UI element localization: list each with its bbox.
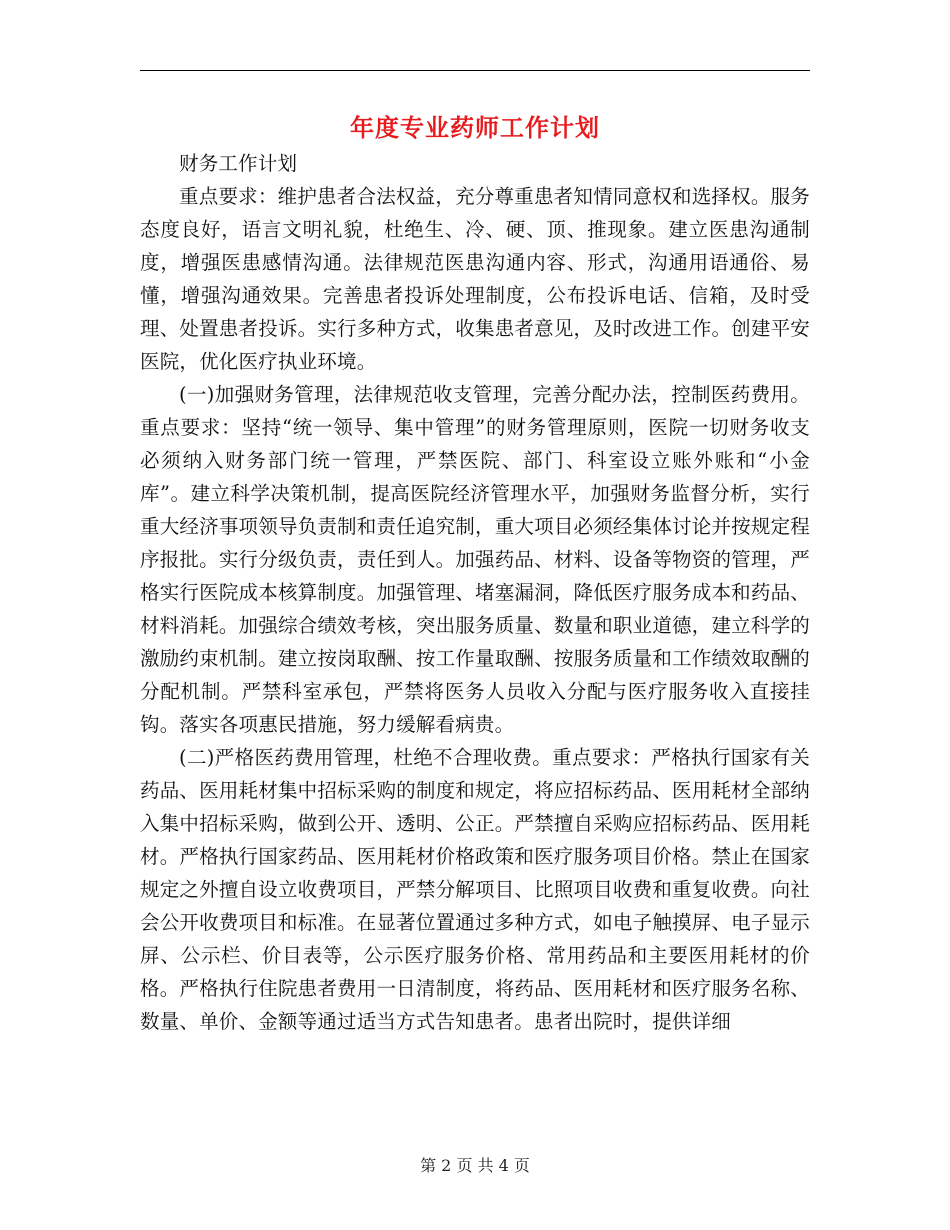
header-rule [140, 70, 810, 71]
section-heading-finance-plan: 财务工作计划 [179, 152, 298, 175]
paragraph-patient-rights: 重点要求：维护患者合法权益，充分尊重患者知情同意权和选择权。服务态度良好，语言文明礼貌，杜绝生、冷、硬、顶、推现象。建立医患沟通制度，增强医患感情沟通。法律规范医患沟通内容、形式，沟通用语通俗、易懂，增强沟通效果。完善患者投诉处理制度，公布投诉电话、信箱，及时受理、处置患者投诉。实行多种方式，收集患者意见，及时改进工作。创建平安医院，优化医疗执业环境。 [140, 185, 810, 373]
page-number-footer: 第 2 页 共 4 页 [420, 1156, 530, 1175]
document-body [140, 147, 810, 1038]
document-title: 年度专业药师工作计划 [350, 113, 600, 142]
paragraph-fee-management: (二)严格医药费用管理，杜绝不合理收费。重点要求：严格执行国家有关药品、医用耗材集中招标采购的制度和规定，将应招标药品、医用耗材全部纳入集中招标采购，做到公开、透明、公正。严禁擅自采购应招标药品、医用耗材。严格执行国家药品、医用耗材价格政策和医疗服务项目价格。禁止在国家规定之外擅自设立收费项目，严禁分解项目、比照项目收费和重复收费。向社会公开收费项目和标准。在显著位置通过多种方式，如电子触摸屏、电子显示屏、公示栏、价目表等，公示医疗服务价格、常用药品和主要医用耗材的价格。严格执行住院患者费用一日清制度，将药品、医用耗材和医疗服务名称、数量、单价、金额等通过适当方式告知患者。患者出院时，提供详细 [140, 746, 810, 1033]
paragraph-financial-management: (一)加强财务管理，法律规范收支管理，完善分配办法，控制医药费用。重点要求：坚持“统一领导、集中管理”的财务管理原则，医院一切财务收支必须纳入财务部门统一管理，严禁医院、部门、科室设立账外账和“小金库”。建立科学决策机制，提高医院经济管理水平，加强财务监督分析，实行重大经济事项领导负责制和责任追究制，重大项目必须经集体讨论并按规定程序报批。实行分级负责，责任到人。加强药品、材料、设备等物资的管理，严格实行医院成本核算制度。加强管理、堵塞漏洞，降低医疗服务成本和药品、材料消耗。加强综合绩效考核，突出服务质量、数量和职业道德，建立科学的激励约束机制。建立按岗取酬、按工作量取酬、按服务质量和工作绩效取酬的分配机制。严禁科室承包，严禁将医务人员收入分配与医疗服务收入直接挂钩。落实各项惠民措施，努力缓解看病贵。 [140, 383, 810, 736]
